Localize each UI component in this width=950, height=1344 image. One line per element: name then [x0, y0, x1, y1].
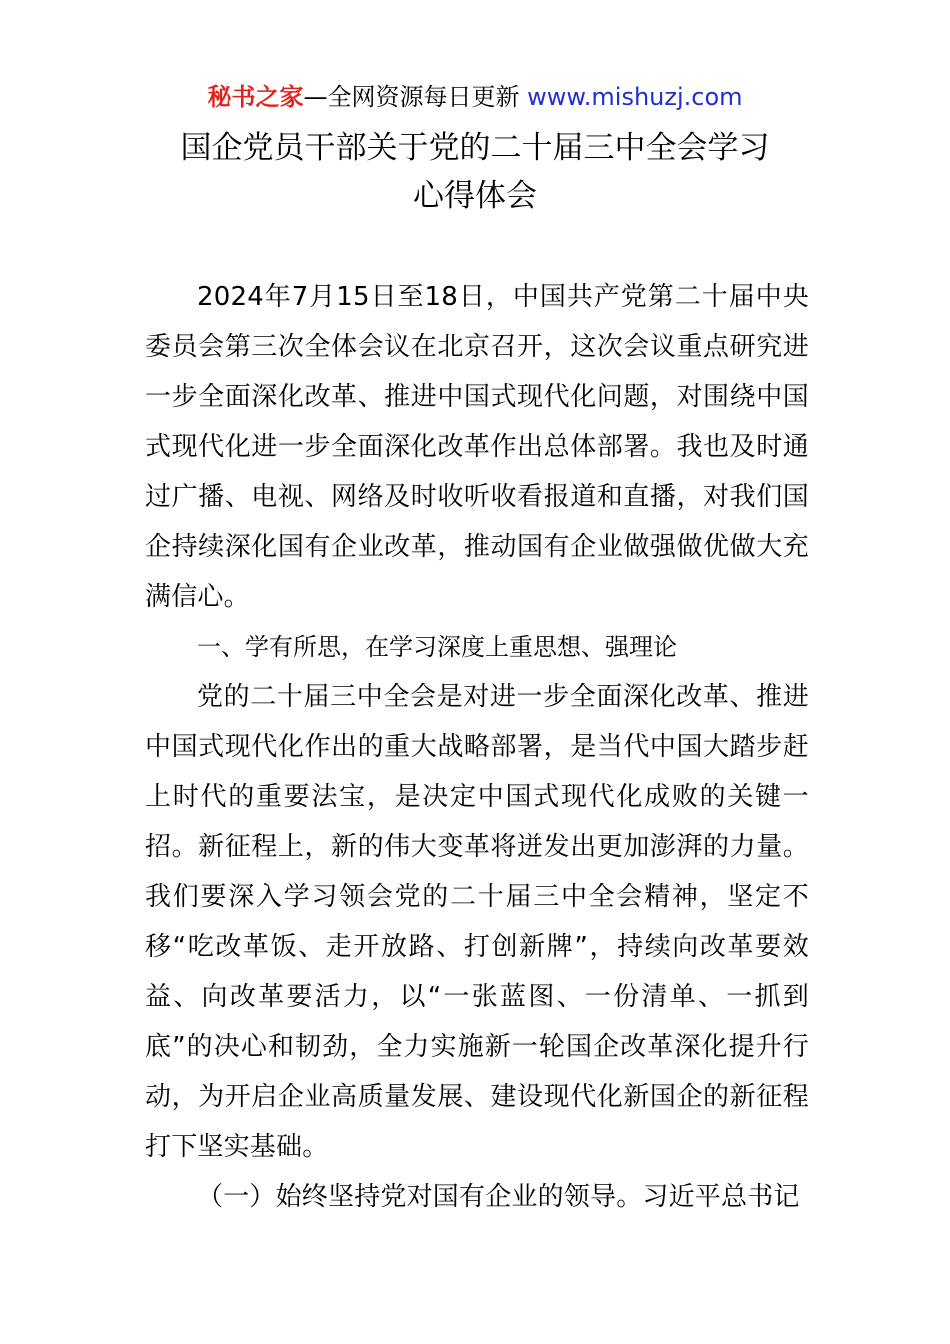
document-body	[145, 272, 809, 1222]
intro-paragraph: 2024年7月15日至18日，中国共产党第二十届中央委员会第三次全体会议在北京召开，这次会议重点研究进一步全面深化改革、推进中国式现代化问题，对围绕中国式现代化进一步全面深化改革作出总体部署。我也及时通过广播、电视、网络及时收听收看报道和直播，对我们国企持续深化国有企业改革，推动国有企业做强做优做大充满信心。	[145, 282, 809, 612]
brand-name: 秘书之家	[207, 83, 304, 111]
title-line-2: 心得体会	[413, 178, 537, 214]
document-title	[0, 124, 950, 220]
subsection-paragraph: （一）始终坚持党对国有企业的领导。习近平总书记	[197, 1182, 800, 1212]
site-url-link[interactable]: www.mishuzj.com	[527, 83, 743, 111]
body-paragraph: 党的二十届三中全会是对进一步全面深化改革、推进中国式现代化作出的重大战略部署，是当代中国大踏步赶上时代的重要法宝，是决定中国式现代化成败的关键一招。新征程上，新的伟大变革将迸发出更加澎湃的力量。我们要深入学习领会党的二十届三中全会精神，坚定不移“吃改革饭、走开放路、打创新牌”，持续向改革要效益、向改革要活力，以“一张蓝图、一份清单、一抓到底”的决心和韧劲，全力实施新一轮国企改革深化提升行动，为开启企业高质量发展、建设现代化新国企的新征程打下坚实基础。	[145, 682, 809, 1162]
site-header	[0, 80, 950, 114]
section-heading-1: 一、学有所思，在学习深度上重思想、强理论	[197, 633, 677, 661]
title-line-1: 国企党员干部关于党的二十届三中全会学习	[180, 130, 770, 166]
header-tagline: —全网资源每日更新	[303, 83, 528, 111]
